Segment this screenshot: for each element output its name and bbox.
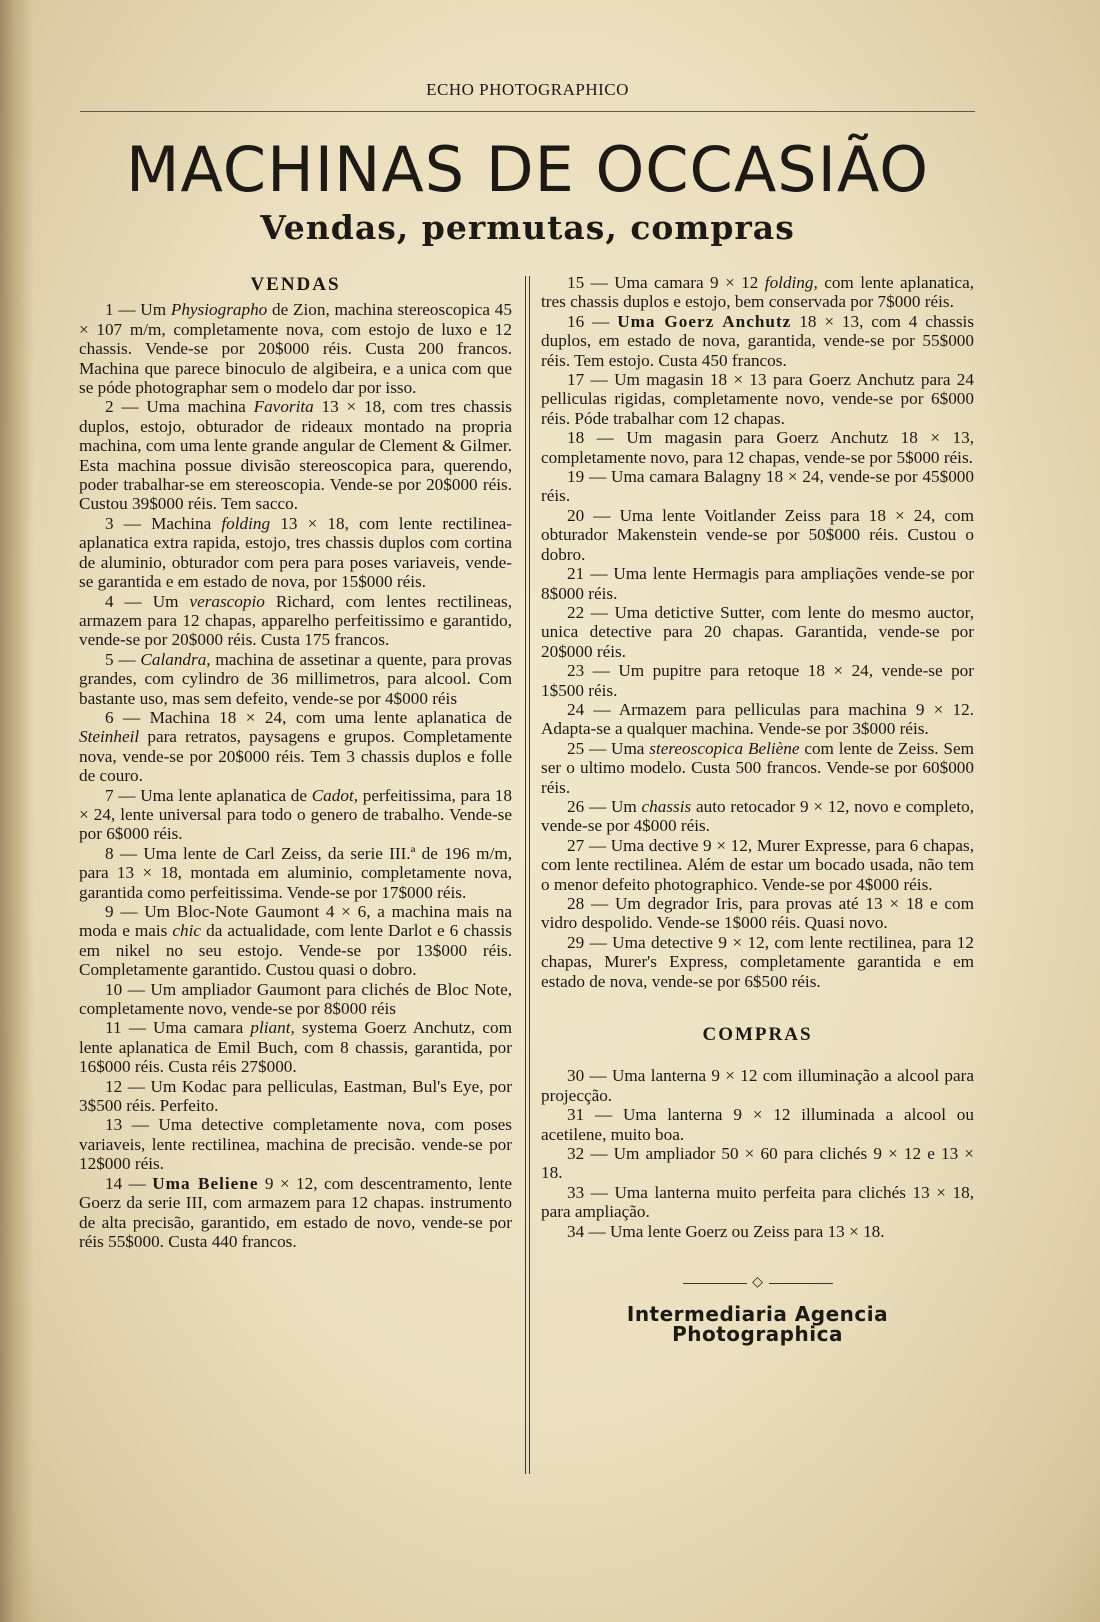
list-item <box>541 933 974 991</box>
entry-pre: 1 — Um <box>105 300 171 320</box>
list-item <box>541 739 974 797</box>
running-head: ECHO PHOTOGRAPHICO <box>426 80 629 99</box>
list-item <box>79 592 512 650</box>
entry-pre: 5 — <box>105 649 141 669</box>
list-item <box>541 467 974 506</box>
list-item <box>79 514 512 592</box>
list-item: 32 — Um ampliador 50 × 60 para clichés 9 × 12 e 13 × 18. <box>541 1144 974 1183</box>
list-item <box>79 980 512 1019</box>
entry-pre: 24 — Armazem para pelliculas para machina 9 × 12. Adapta-se a qualquer machina. Vende-se por 3$000 réis. <box>541 699 974 739</box>
entry-post: da actualidade, com lente Darlot e 6 chassis em nikel no seu estojo. Vende-se por 13$000 réis. Completamente garantido. Custou quasi o dobro. <box>79 921 513 980</box>
list-item <box>541 273 974 312</box>
list-item <box>541 312 974 370</box>
entry-pre: 11 — Uma camara <box>105 1018 251 1038</box>
page-subtitle: Vendas, permutas, compras <box>260 208 795 247</box>
list-item <box>79 397 512 513</box>
entry-post: com lente de Zeiss. Sem ser o ultimo modelo. Custa 500 francos. Vende-se por 60$000 réis. <box>541 738 974 797</box>
entry-post: machina de assetinar a quente, para provas grandes, com cylindro de 36 millimetros, para alcool. Com bastante uso, mas sem defeito, vende-se por 4$000 réis <box>79 649 512 708</box>
entry-pre: 9 — Um Bloc-Note Gaumont 4 × 6, a machina mais na moda e mais <box>79 902 512 941</box>
entry-pre: 10 — Um ampliador Gaumont para clichés de Bloc Note, completamente novo, vende-se por 8$000 réis <box>79 979 512 1019</box>
entry-it: folding <box>221 513 271 533</box>
entry-bold: Uma Beliene <box>152 1173 259 1193</box>
list-item: 34 — Uma lente Goerz ou Zeiss para 13 × 18. <box>567 1221 885 1241</box>
agency-signature: Intermediaria Agencia Photographica <box>626 1302 889 1346</box>
list-item <box>79 1077 512 1116</box>
list-item <box>541 603 974 661</box>
page-spine-shadow <box>0 0 34 1622</box>
entry-pre: 3 — Machina <box>105 513 222 533</box>
list-item <box>541 700 974 739</box>
list-item <box>79 708 512 786</box>
left-column <box>79 275 512 1251</box>
list-item <box>79 1018 512 1076</box>
entry-it: chic <box>172 921 202 941</box>
entry-pre: 17 — Um magasin 18 × 13 para Goerz Anchutz para 24 pelliculas rigidas, completamente novo, vende-se por 6$000 réis. Póde trabalhar com 12 chapas. <box>541 370 974 428</box>
entry-it: Cadot, <box>311 785 359 805</box>
list-item <box>541 506 974 564</box>
entry-it: Physiographo <box>170 300 268 320</box>
entry-pre: 26 — Um <box>567 796 642 816</box>
column-divider <box>525 276 530 1474</box>
entry-pre: 16 — <box>567 311 618 331</box>
entry-post: 18 × 13, com 4 chassis duplos, em estado de nova, garantida, vende-se por 55$000 réis. Tem estojo. Custa 450 francos. <box>541 311 975 370</box>
vendas-list-continued <box>541 273 974 991</box>
compras-list <box>541 1066 974 1241</box>
list-item: 33 — Uma lanterna muito perfeita para clichés 13 × 18, para ampliação. <box>541 1182 974 1222</box>
entry-pre: 25 — Uma <box>567 738 650 758</box>
list-item <box>79 786 512 844</box>
list-item <box>541 894 974 933</box>
entry-it: Steinheil <box>79 727 140 747</box>
entry-pre: 7 — Uma lente aplanatica de <box>105 785 312 805</box>
entry-post: Richard, com lentes rectilineas, armazem para 12 chapas, apparelho perfeitissimo e garantido, vende-se por 20$000 réis. Custa 175 francos. <box>79 591 512 650</box>
entry-pre: 29 — Uma detective 9 × 12, com lente rectilinea, para 12 chapas, Murer's Express, completamente garantida e em estado de nova, vende-se por 6$500 réis. <box>541 932 974 991</box>
entry-post: com lente aplanatica, tres chassis duplos e estojo, bem conservada por 7$000 réis. <box>541 273 974 312</box>
list-item <box>541 428 974 467</box>
entry-it: folding, <box>764 273 818 292</box>
entry-it: pliant, <box>250 1018 295 1038</box>
entry-post: 13 × 18, com tres chassis duplos, estojo, obturador de rideaux montado na propria machina, com uma lente grande angular de Clement & Gilmer. Esta machina possue divisão stereoscopica para, querendo, poder trabalhar-se em stereoscopia. Vende-se por 20$000 réis. Custou 39$000 réis. Tem sacco. <box>79 397 512 514</box>
list-item <box>79 300 512 397</box>
list-item <box>79 1115 512 1173</box>
entry-pre: 14 — <box>105 1173 153 1193</box>
vendas-list <box>79 300 512 1251</box>
entry-pre: 19 — Uma camara Balagny 18 × 24, vende-se por 45$000 réis. <box>541 467 974 506</box>
entry-it: chassis <box>641 796 692 816</box>
list-item <box>541 661 974 700</box>
entry-bold: Uma Goerz Anchutz <box>617 311 792 331</box>
entry-pre: 12 — Um Kodac para pelliculas, Eastman, Bul's Eye, por 3$500 réis. Perfeito. <box>79 1076 512 1116</box>
entry-post: auto retocador 9 × 12, novo e completo, vende-se por 4$000 réis. <box>541 796 975 836</box>
entry-pre: 4 — Um <box>105 591 190 611</box>
list-item <box>79 1174 512 1252</box>
entry-post: 9 × 12, com descentramento, lente Goerz da serie III, com armazem para 12 chapas. instrumento de alta precisão, garantido, em estado de novo, vende-se por réis 55$000. Custa 440 francos. <box>79 1173 512 1251</box>
entry-it: Calandra, <box>140 649 211 669</box>
list-item <box>541 564 974 603</box>
entry-pre: 13 — Uma detective completamente nova, com poses variaveis, lente rectilinea, machina de precisão. vende-se por 12$000 réis. <box>79 1115 512 1174</box>
section-heading-vendas: VENDAS <box>250 274 341 295</box>
entry-pre: 21 — Uma lente Hermagis para ampliações vende-se por 8$000 réis. <box>541 564 974 603</box>
entry-pre: 22 — Uma detictive Sutter, com lente do mesmo auctor, unica detective para 20 chapas. Garantida, vende-se por 20$000 réis. <box>541 602 974 661</box>
diamond-ornament-icon: ◇ <box>747 1273 769 1293</box>
entry-pre: 18 — Um magasin para Goerz Anchutz 18 × 13, completamente novo, para 12 chapas, vende-se por 5$000 réis. <box>541 428 974 467</box>
entry-it: stereoscopica Beliène <box>649 738 800 758</box>
entry-post: 13 × 18, com lente rectilinea-aplanatica extra rapida, estojo, tres chassis duplos com cortina de aluminio, obturador com pera para poses variaveis, vende-se garantida e em estado de nova, por 15$000 réis. <box>79 513 512 592</box>
entry-post: perfeitissima, para 18 × 24, lente universal para todo o genero de trabalho. Vende-se por 6$000 réis. <box>79 785 512 844</box>
entry-pre: 2 — Uma machina <box>105 397 254 417</box>
list-item <box>541 836 974 894</box>
ornament-divider <box>683 1273 833 1293</box>
list-item <box>79 844 512 902</box>
list-item: 31 — Uma lanterna 9 × 12 illuminada a alcool ou acetilene, muito boa. <box>541 1105 974 1144</box>
list-item <box>541 370 974 428</box>
entry-pre: 6 — Machina 18 × 24, com uma lente aplanatica de <box>105 707 512 727</box>
entry-pre: 27 — Uma dective 9 × 12, Murer Expresse, para 6 chapas, com lente rectilinea. Além de estar um bocado usada, não tem o menor defeito photographico. Vende-se por 4$000 réis. <box>541 835 974 894</box>
list-item <box>79 902 512 980</box>
entry-pre: 28 — Um degrador Iris, para provas até 13 × 18 e com vidro despolido. Vende-se 1$000 réis. Quasi novo. <box>541 894 974 933</box>
right-column <box>541 273 974 1344</box>
list-item <box>541 797 974 836</box>
entry-post: de Zion, machina stereoscopica 45 × 107 m/m, completamente nova, com estojo de luxo e 12 chassis. Vende-se por 20$000 réis. Custa 200 francos. Machina que parece binoculo de algibeira, e a unica com que se póde photographar sem o modelo dar por isso. <box>79 300 512 398</box>
entry-pre: 20 — Uma lente Voitlander Zeiss para 18 × 24, com obturador Makenstein vende-se por 50$000 réis. Custou o dobro. <box>541 505 974 564</box>
entry-post: para retratos, paysagens e grupos. Completamente nova, vende-se por 20$000 réis. Tem 3 chassis duplos e folle de couro. <box>79 727 512 786</box>
page-title: MACHINAS DE OCCASIÃO <box>125 133 930 206</box>
entry-it: Favorita <box>253 397 314 417</box>
list-item <box>79 650 512 708</box>
list-item: 30 — Uma lanterna 9 × 12 com illuminação a alcool para projecção. <box>541 1066 974 1105</box>
entry-it: verascopio <box>189 591 265 611</box>
header-rule <box>80 111 975 112</box>
entry-pre: 23 — Um pupitre para retoque 18 × 24, vende-se por 1$500 réis. <box>541 661 974 700</box>
entry-post: systema Goerz Anchutz, com lente aplanatica de Emil Buch, com 8 chassis, garantida, por 16$000 réis. Custa réis 27$000. <box>79 1018 512 1077</box>
section-heading-compras: COMPRAS <box>702 1024 813 1046</box>
entry-pre: 8 — Uma lente de Carl Zeiss, da serie III.ª de 196 m/m, para 13 × 18, montada em aluminio, completamente nova, garantida como perfeitissima. Vende-se por 17$000 réis. <box>79 843 512 902</box>
entry-pre: 15 — Uma camara 9 × 12 <box>567 273 765 292</box>
